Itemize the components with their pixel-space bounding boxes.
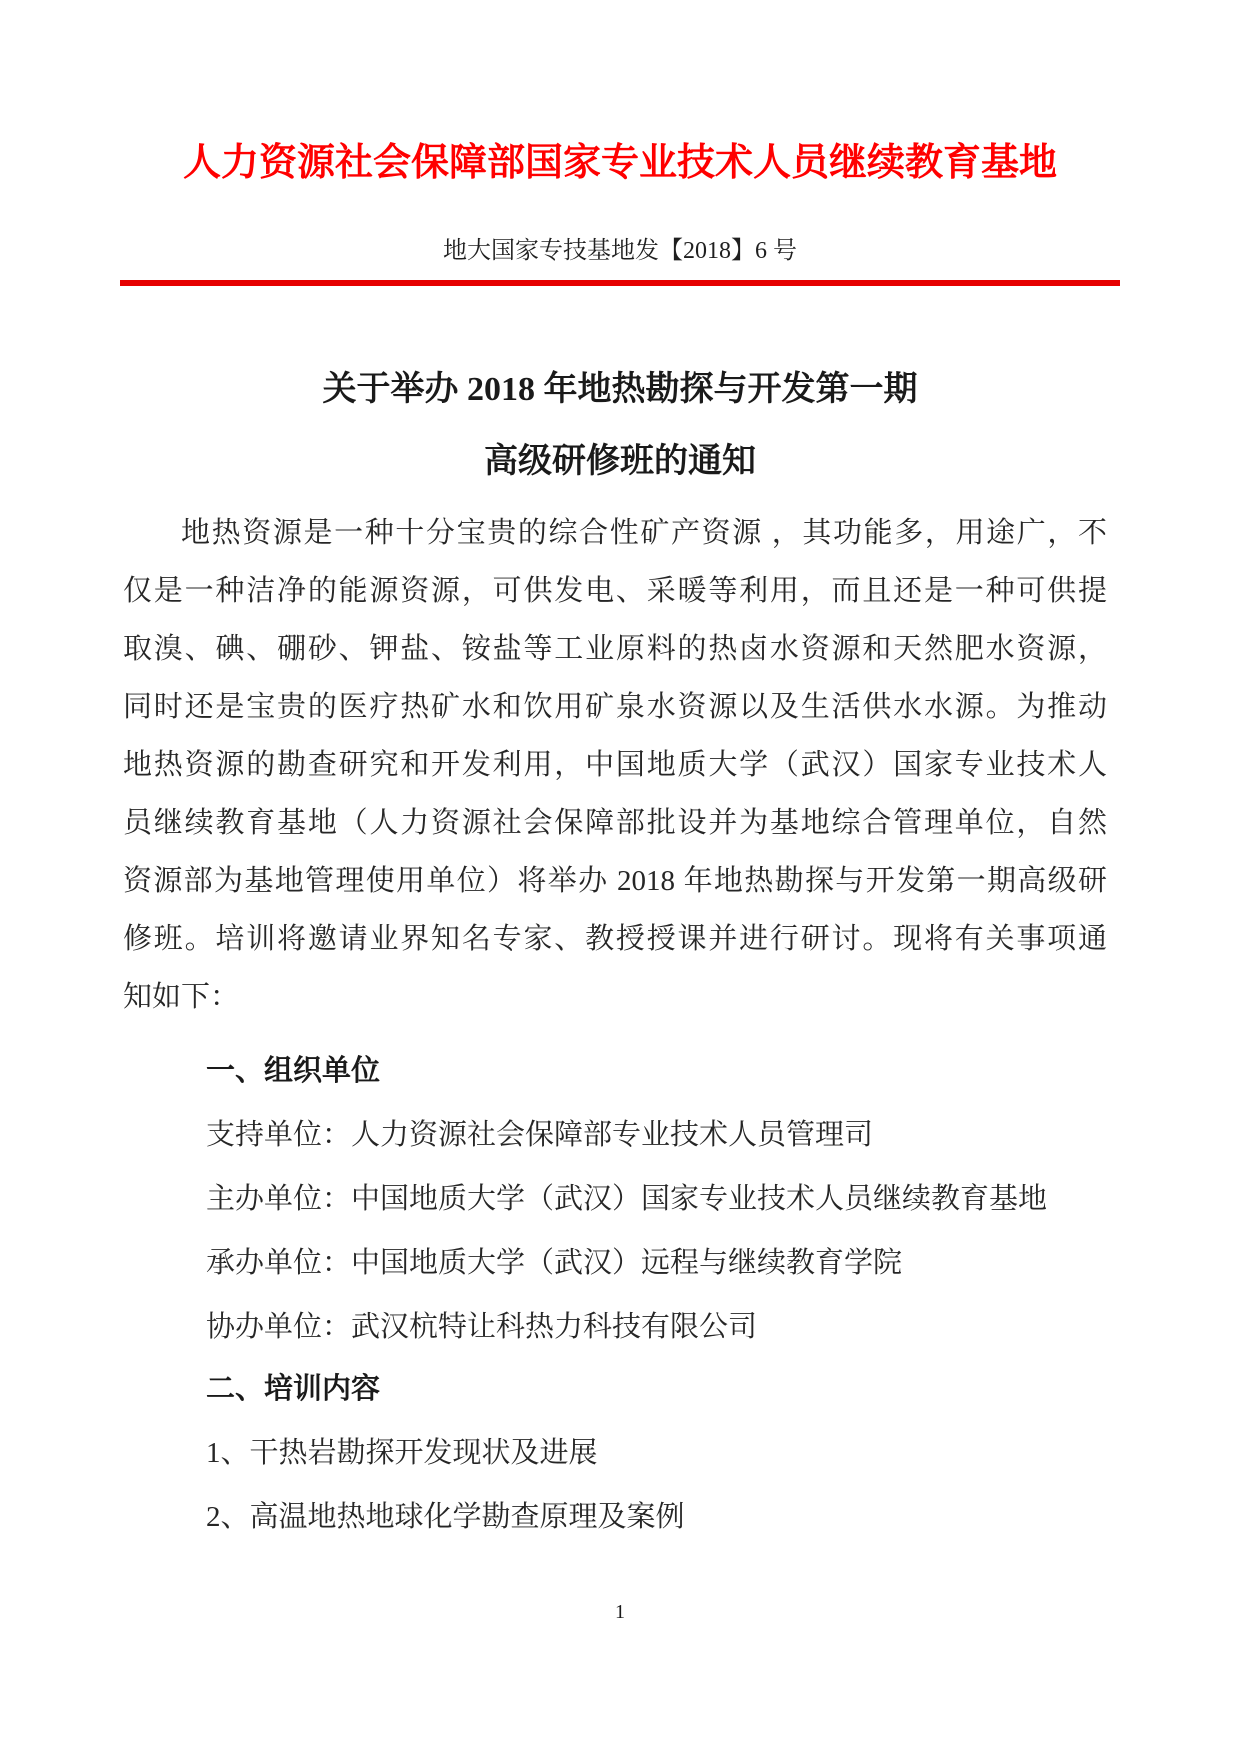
intro-line: 修班。培训将邀请业界知名专家、教授授课并进行研讨。现将有关事项通 — [123, 923, 1107, 955]
sections — [123, 1042, 1107, 1546]
unit-line-undertaker: 承办单位：中国地质大学（武汉）远程与继续教育学院 — [206, 1247, 903, 1279]
section-organizers — [123, 1042, 1107, 1356]
document-body — [0, 354, 1240, 1624]
section-heading: 二、培训内容 — [206, 1373, 381, 1405]
intro-paragraph — [123, 504, 1107, 1026]
unit-line-coorganizer: 协办单位：武汉杭特让科热力科技有限公司 — [206, 1311, 758, 1343]
unit-line-host: 主办单位：中国地质大学（武汉）国家专业技术人员继续教育基地 — [206, 1183, 1048, 1215]
section-heading: 一、组织单位 — [206, 1055, 381, 1087]
org-title: 人力资源社会保障部国家专业技术人员继续教育基地 — [182, 142, 1057, 184]
intro-line: 资源部为基地管理使用单位）将举办 2018 年地热勘探与开发第一期高级研 — [123, 865, 1107, 897]
doc-title-line1: 关于举办 2018 年地热勘探与开发第一期 — [322, 371, 918, 408]
page-footer — [0, 1600, 1240, 1624]
red-rule — [120, 280, 1120, 286]
training-item-1: 1、干热岩勘探开发现状及进展 — [206, 1437, 598, 1469]
intro-line: 取溴、碘、硼砂、钾盐、铵盐等工业原料的热卤水资源和天然肥水资源， — [123, 633, 1107, 665]
doc-title — [0, 354, 1240, 498]
page-number: 1 — [615, 1601, 625, 1623]
intro-line: 员继续教育基地（人力资源社会保障部批设并为基地综合管理单位，自然 — [123, 807, 1107, 839]
doc-number: 地大国家专技基地发【2018】6 号 — [443, 238, 797, 264]
intro-line: 地热资源的勘查研究和开发利用，中国地质大学（武汉）国家专业技术人 — [123, 749, 1107, 781]
intro-line: 地热资源是一种十分宝贵的综合性矿产资源 ，其功能多，用途广，不 — [181, 517, 1107, 549]
doc-title-line2: 高级研修班的通知 — [484, 443, 756, 480]
intro-line: 知如下： — [123, 981, 240, 1013]
section-training-content — [123, 1360, 1107, 1546]
letterhead — [0, 0, 1240, 286]
unit-line-support: 支持单位：人力资源社会保障部专业技术人员管理司 — [206, 1119, 874, 1151]
intro-line: 同时还是宝贵的医疗热矿水和饮用矿泉水资源以及生活供水水源。为推动 — [123, 691, 1107, 723]
training-item-2: 2、高温地热地球化学勘查原理及案例 — [206, 1501, 685, 1533]
intro-line: 仅是一种洁净的能源资源，可供发电、采暖等利用，而且还是一种可供提 — [123, 575, 1107, 607]
